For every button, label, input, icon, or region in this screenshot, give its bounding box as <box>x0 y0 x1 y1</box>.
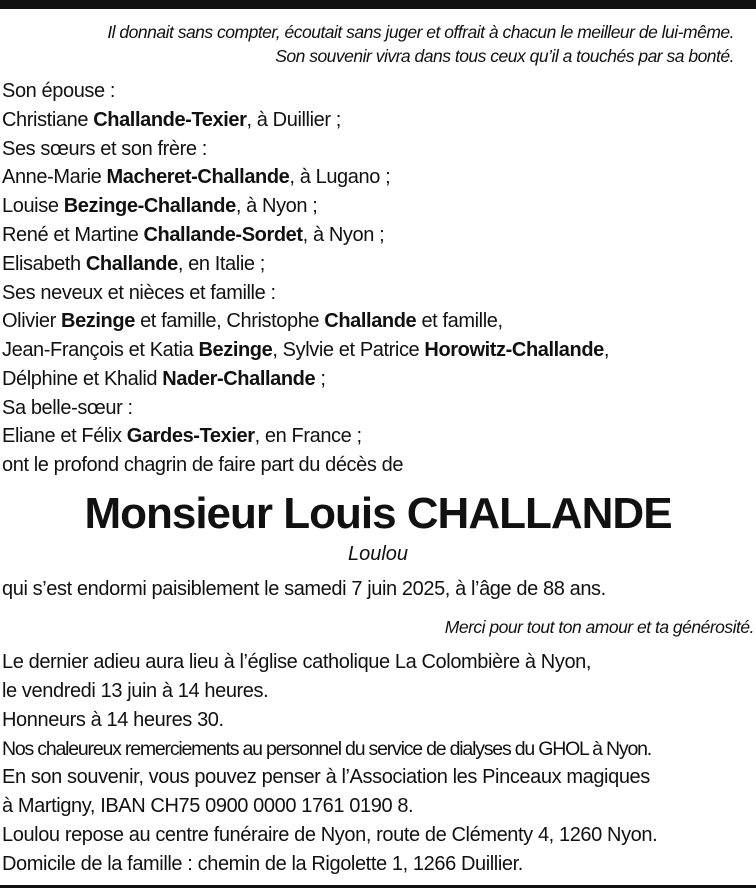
line-text: Christiane <box>2 109 94 131</box>
detail-line: à Martigny, IBAN CH75 0900 0000 1761 0190 8. <box>2 795 414 817</box>
line-text: , en France ; <box>254 425 362 447</box>
family-line <box>2 309 503 333</box>
line-text: , en Italie ; <box>177 253 265 275</box>
detail-line: Le dernier adieu aura lieu à l’église catholique La Colombière à Nyon, <box>2 651 592 673</box>
line-text: Olivier <box>2 310 62 332</box>
line-text: Jean-François et Katia <box>2 339 199 361</box>
line-text: Eliane et Félix <box>2 425 127 447</box>
line-text: Anne-Marie <box>2 166 107 188</box>
family-line <box>2 396 133 420</box>
opening-quote <box>107 20 734 68</box>
surname: Challande <box>324 310 417 332</box>
passing-line: qui s’est endormi paisiblement le samedi 7 juin 2025, à l’âge de 88 ans. <box>2 578 606 600</box>
family-line <box>2 79 115 103</box>
line-text: et famille, Christophe <box>134 310 325 332</box>
quote-line-2: Son souvenir vivra dans tous ceux qu’il a touchés par sa bonté. <box>275 46 734 66</box>
family-line <box>2 137 207 161</box>
bottom-rule <box>0 885 756 888</box>
line-text: Elisabeth <box>2 253 86 275</box>
line-text: Sa belle-sœur : <box>2 397 133 419</box>
family-line <box>2 424 362 448</box>
line-text: , à Nyon ; <box>235 195 318 217</box>
surname: Macheret-Challande <box>106 166 290 188</box>
surname: Bezinge-Challande <box>63 195 236 217</box>
detail-line: Domicile de la famille : chemin de la Rigolette 1, 1266 Duillier. <box>2 853 523 875</box>
line-text: Son épouse : <box>2 80 116 102</box>
line-text: , à Nyon ; <box>302 224 385 246</box>
line-text: ont le profond chagrin de faire part du décès de <box>2 454 404 476</box>
line-text: , <box>603 339 610 361</box>
deceased-nickname: Loulou <box>347 543 409 565</box>
surname: Gardes-Texier <box>126 425 255 447</box>
quote-line-1: Il donnait sans compter, écoutait sans juger et offrait à chacun le meilleur de lui-même. <box>107 22 734 42</box>
top-rule <box>0 0 756 9</box>
detail-line: Loulou repose au centre funéraire de Nyon, route de Clémenty 4, 1260 Nyon. <box>2 824 658 846</box>
family-line <box>2 281 276 305</box>
surname: Horowitz-Challande <box>424 339 604 361</box>
surname: Challande-Texier <box>93 109 247 131</box>
line-text: et famille, <box>416 310 503 332</box>
family-line <box>2 165 390 189</box>
family-line <box>2 194 317 218</box>
family-line <box>2 338 609 362</box>
surname: Bezinge <box>61 310 135 332</box>
detail-line: Nos chaleureux remerciements au personnel du service de dialyses du GHOL à Nyon. <box>2 738 651 760</box>
deceased-name: Monsieur Louis CHALLANDE <box>84 489 672 538</box>
surname: Challande-Sordet <box>143 224 303 246</box>
family-line <box>2 108 341 132</box>
family-line <box>2 367 326 391</box>
announcement-line <box>2 453 403 477</box>
family-line <box>2 223 384 247</box>
surname: Challande <box>85 253 178 275</box>
line-text: Délphine et Khalid <box>2 368 163 390</box>
thanks-quote: Merci pour tout ton amour et ta générosité. <box>444 617 754 637</box>
line-text: , à Duillier ; <box>246 109 341 131</box>
detail-line: le vendredi 13 juin à 14 heures. <box>2 680 269 702</box>
line-text: ; <box>315 368 326 390</box>
surname: Nader-Challande <box>162 368 316 390</box>
line-text: René et Martine <box>2 224 144 246</box>
detail-line: En son souvenir, vous pouvez penser à l’Association les Pinceaux magiques <box>2 766 650 788</box>
surname: Bezinge <box>198 339 273 361</box>
family-line <box>2 252 265 276</box>
line-text: Ses neveux et nièces et famille : <box>2 282 276 304</box>
detail-line: Honneurs à 14 heures 30. <box>2 709 224 731</box>
line-text: Louise <box>2 195 64 217</box>
line-text: , Sylvie et Patrice <box>272 339 425 361</box>
line-text: , à Lugano ; <box>289 166 391 188</box>
line-text: Ses sœurs et son frère : <box>2 138 207 160</box>
